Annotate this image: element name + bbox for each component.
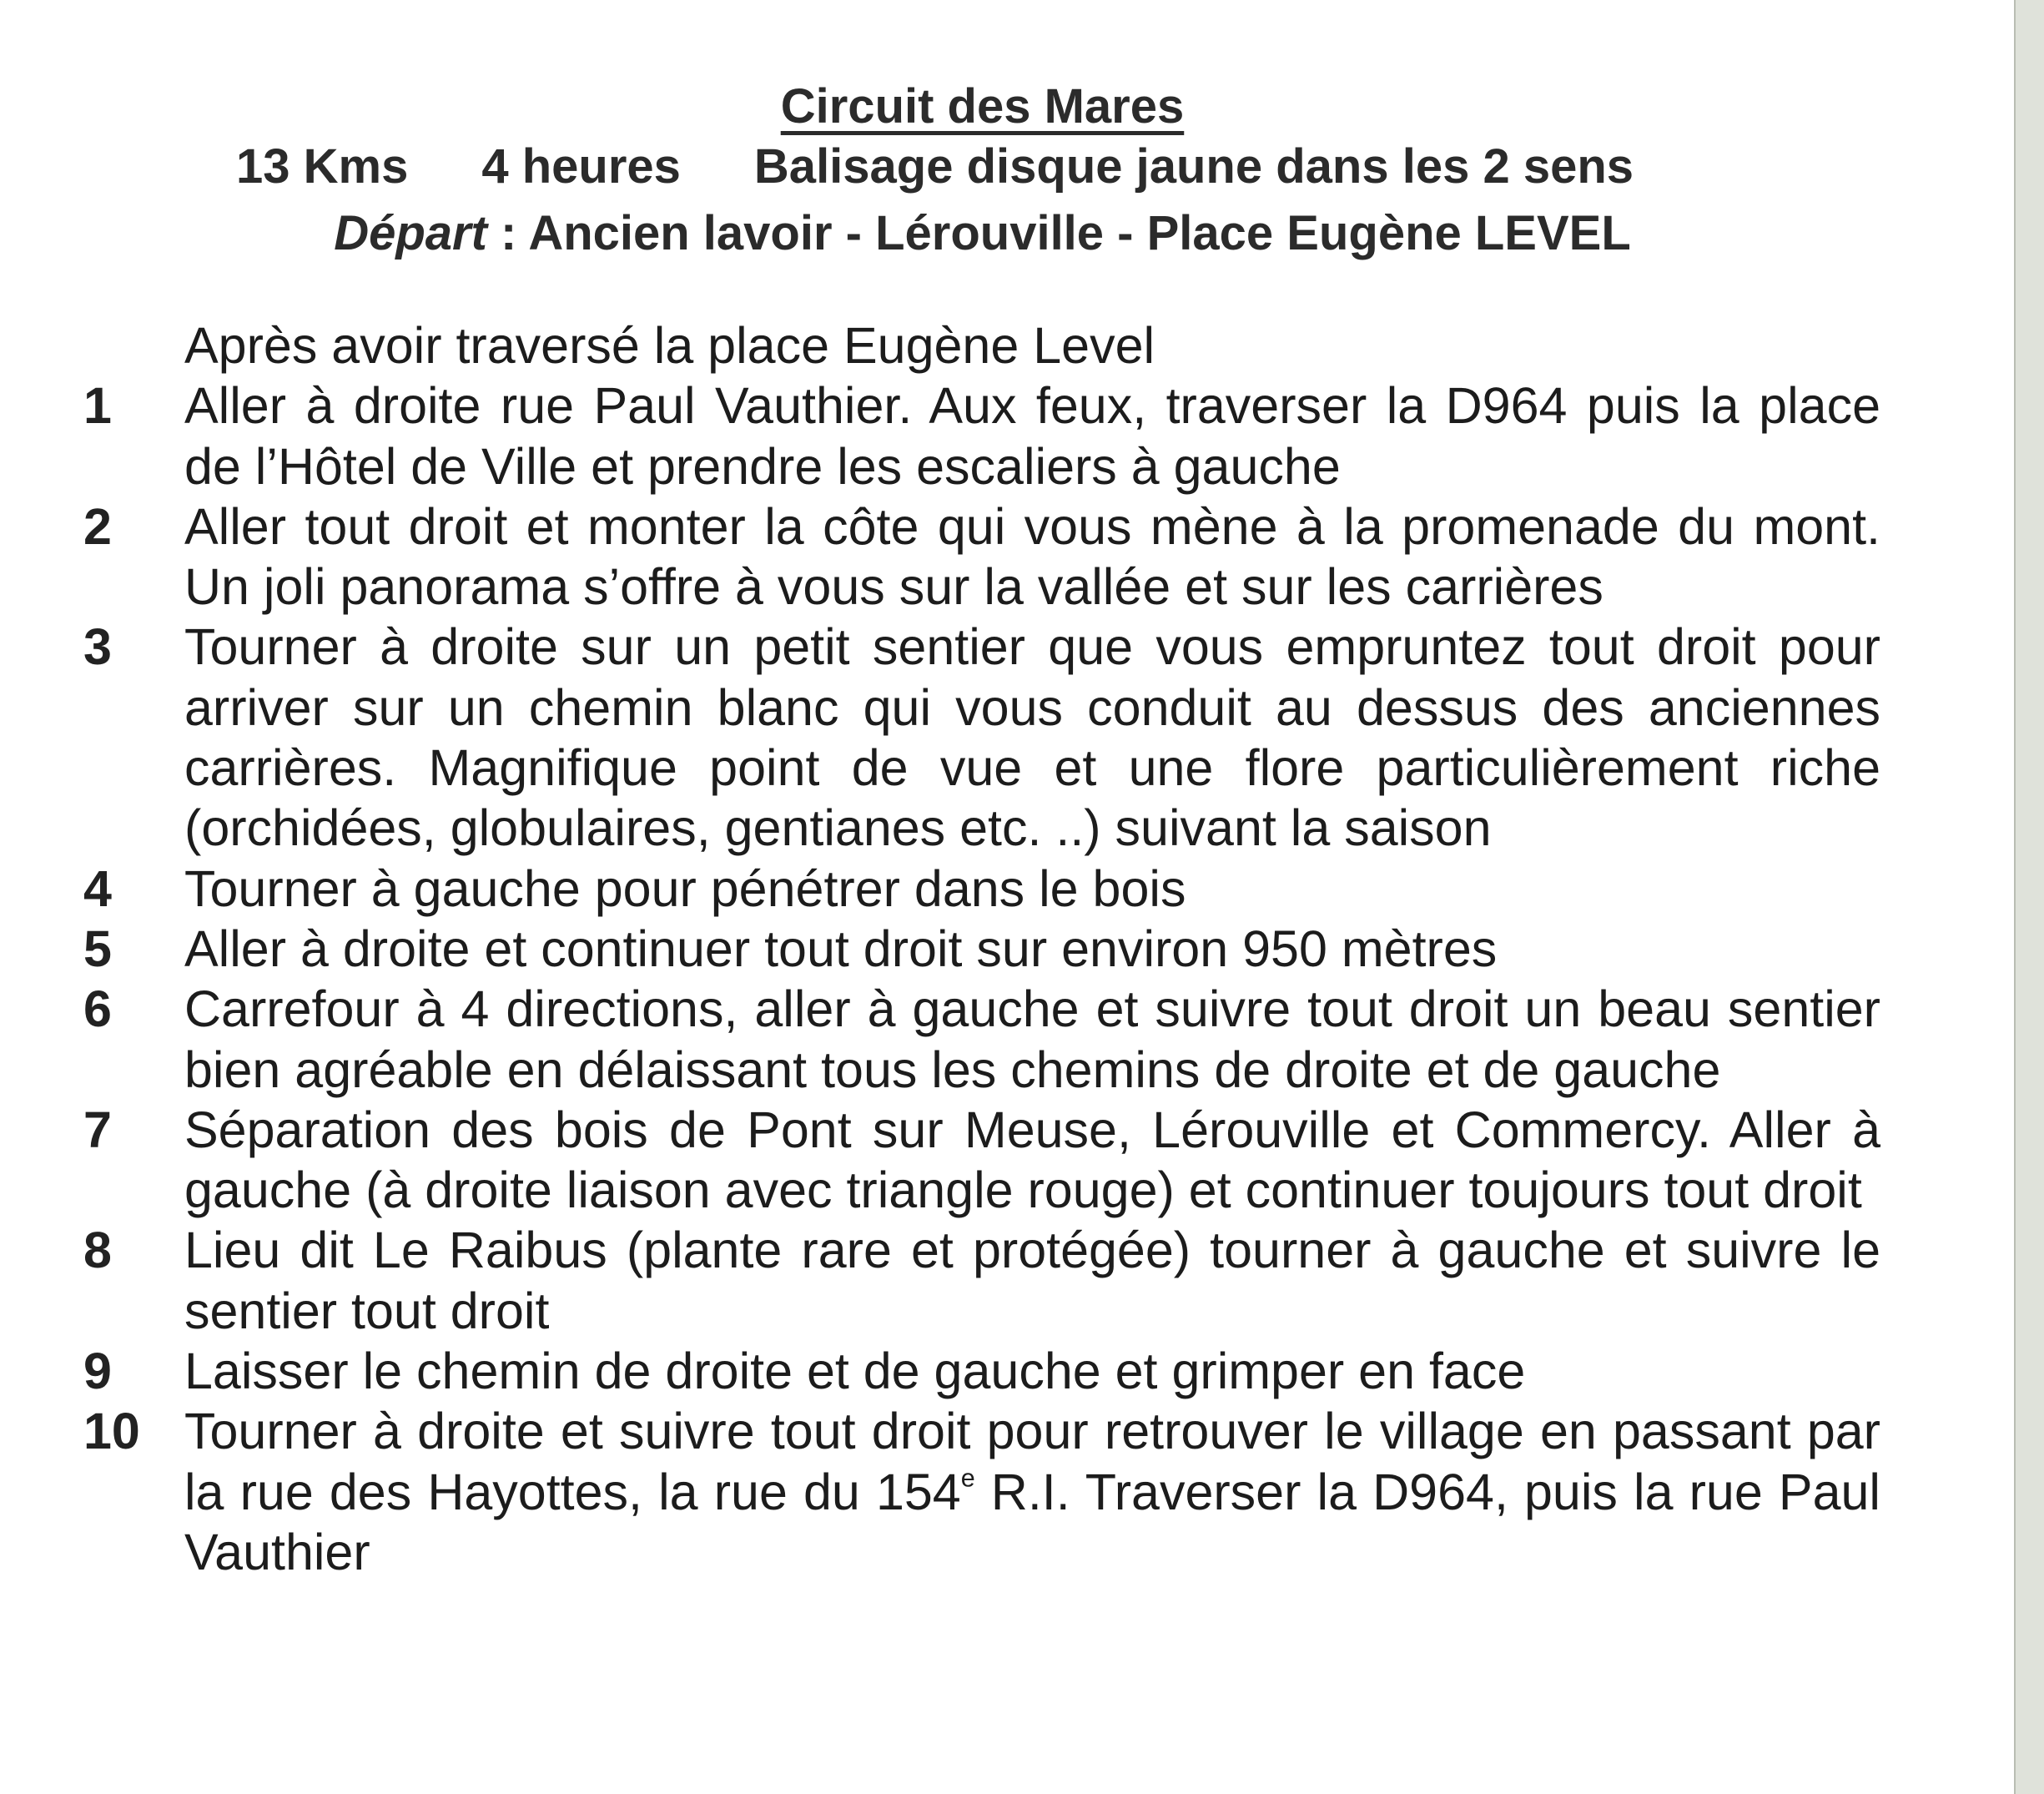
- step-number: 7: [83, 1101, 112, 1158]
- step-text: Aller tout droit et monter la côte qui vous mène à la promenade du mont. Un joli panorama s’offre à vous sur la vallée et sur les carrières: [184, 497, 1880, 616]
- step-text: Tourner à droite sur un petit sentier que vous empruntez tout droit pour arriver sur un chemin blanc qui vous conduit au dessus des anciennes carrières. Magnifique point de vue et une flore particulièrement riche (orchidées, globulaires, gentianes etc. ..) suivant la saison: [184, 618, 1880, 857]
- route-instructions: [0, 315, 2044, 1582]
- step-number: 4: [83, 859, 112, 917]
- step-item: [0, 496, 2044, 617]
- ordinal-superscript: e: [960, 1464, 975, 1493]
- intro-line: [0, 315, 2044, 375]
- step-number: 5: [83, 920, 112, 977]
- distance: 13 Kms: [236, 139, 409, 194]
- step-item: [0, 1220, 2044, 1341]
- step-number: 9: [83, 1343, 112, 1400]
- depart-value: Ancien lavoir - Lérouville - Place Eugène LEVEL: [528, 206, 1631, 260]
- intro-text: Après avoir traversé la place Eugène Level: [184, 317, 1155, 374]
- departure-line: [0, 206, 1965, 261]
- step-item: [0, 859, 2044, 919]
- title-text: Circuit des Mares: [780, 79, 1185, 134]
- step-text: Carrefour à 4 directions, aller à gauche et suivre tout droit un beau sentier bien agréable en délaissant tous les chemins de droite et de gauche: [184, 980, 1880, 1098]
- page-title: [0, 79, 1965, 134]
- step-text: Aller à droite rue Paul Vauthier. Aux feux, traverser la D964 puis la place de l’Hôtel de Ville et prendre les escaliers à gauche: [184, 377, 1880, 495]
- step-item: [0, 1341, 2044, 1401]
- step-item: [0, 1401, 2044, 1582]
- step-item: [0, 617, 2044, 858]
- step-number: 8: [83, 1222, 112, 1279]
- step-item: [0, 979, 2044, 1100]
- step-text: Tourner à gauche pour pénétrer dans le bois: [184, 859, 1186, 917]
- step-text: Laisser le chemin de droite et de gauche et grimper en face: [184, 1343, 1526, 1400]
- step-text-part: Tourner à droite et suivre tout droit pour retrouver le village en passant par la rue des Hayottes, la rue du 154: [184, 1403, 1880, 1520]
- step-number: 6: [83, 980, 112, 1038]
- depart-separator: :: [486, 206, 529, 260]
- route-summary: [236, 139, 1634, 194]
- step-number: 2: [83, 497, 112, 555]
- duration: 4 heures: [481, 139, 681, 194]
- marking: Balisage disque jaune dans les 2 sens: [753, 139, 1634, 194]
- step-text: Aller à droite et continuer tout droit sur environ 950 mètres: [184, 920, 1498, 977]
- step-item: [0, 375, 2044, 496]
- depart-label: Départ: [334, 206, 487, 260]
- step-text: Séparation des bois de Pont sur Meuse, Lérouville et Commercy. Aller à gauche (à droite liaison avec triangle rouge) et continuer toujours tout droit: [184, 1101, 1880, 1219]
- step-number: 3: [83, 618, 112, 676]
- step-item: [0, 919, 2044, 979]
- step-item: [0, 1100, 2044, 1221]
- step-text-part: R.I. Traverser la D964, puis la rue Paul Vauthier: [184, 1463, 1880, 1580]
- step-text: Lieu dit Le Raibus (plante rare et protégée) tourner à gauche et suivre le sentier tout droit: [184, 1222, 1880, 1339]
- step-number: 1: [83, 377, 112, 435]
- step-number: 10: [83, 1403, 140, 1460]
- step-text: [184, 1401, 1880, 1582]
